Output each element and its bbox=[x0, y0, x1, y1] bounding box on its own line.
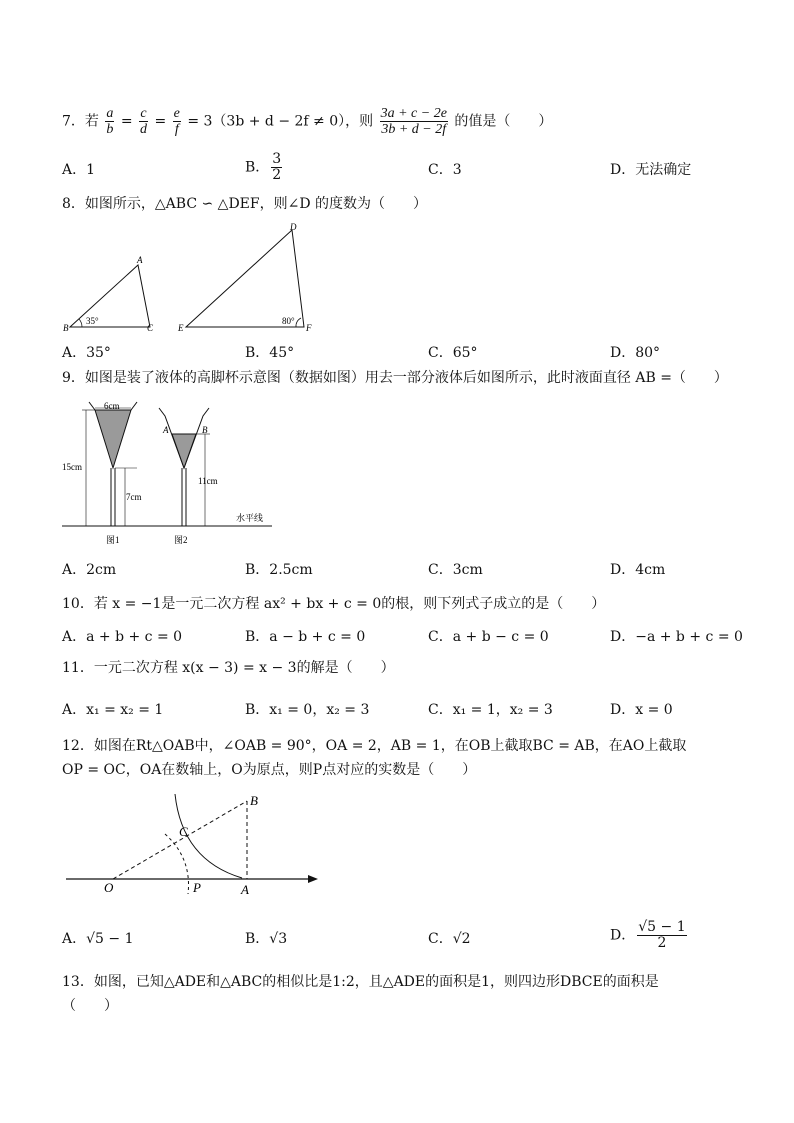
question-13-line2: （ ） bbox=[62, 998, 118, 1014]
angle-b-arc bbox=[79, 319, 82, 327]
cup1-height-label: 15cm bbox=[62, 462, 82, 472]
label-b: B bbox=[250, 793, 258, 808]
q8-option-d[interactable]: D．80° bbox=[610, 345, 661, 361]
question-13-line1: 13．如图，已知△ADE和△ABC的相似比是1:2，且△ADE的面积是1，则四边形DBCE的面积是 bbox=[62, 974, 659, 990]
label-e: E bbox=[178, 323, 184, 333]
cup2-level-label: 11cm bbox=[198, 476, 218, 486]
q10-option-a[interactable]: A．a + b + c = 0 bbox=[62, 629, 183, 645]
q7-option-a[interactable]: A．1 bbox=[62, 162, 96, 178]
q8-option-a[interactable]: A．35° bbox=[62, 345, 111, 361]
q12-option-d-frac: $\frac{√5 - 1}{2}$ bbox=[638, 919, 686, 951]
q11-option-a[interactable]: A．x₁ = x₂ = 1 bbox=[62, 702, 164, 718]
question-10: 10．若 x = −1是一元二次方程 ax² + bx + c = 0的根，则下列式子成立的是（ ） bbox=[62, 596, 606, 612]
q9-option-b[interactable]: B．2.5cm bbox=[245, 562, 313, 578]
label-b: B bbox=[63, 323, 69, 333]
question-12-line2: OP = OC，OA在数轴上，O为原点，则P点对应的实数是（ ） bbox=[62, 762, 477, 778]
q7-option-c[interactable]: C．3 bbox=[428, 162, 462, 178]
cup2-liquid bbox=[172, 434, 196, 468]
triangle-abc bbox=[70, 265, 150, 327]
label-a: A bbox=[241, 882, 249, 897]
q7-option-d[interactable]: D．无法确定 bbox=[610, 162, 692, 178]
cup1-liquid bbox=[95, 410, 131, 468]
q9-option-d[interactable]: D．4cm bbox=[610, 562, 666, 578]
q10-option-b[interactable]: B．a − b + c = 0 bbox=[245, 629, 366, 645]
q7-option-b[interactable]: B． $\frac{3}{2}$ bbox=[245, 151, 282, 183]
q8-figure bbox=[60, 222, 330, 338]
q11-option-b[interactable]: B．x₁ = 0，x₂ = 3 bbox=[245, 702, 370, 718]
angle-f-arc bbox=[296, 318, 301, 327]
ground-label: 水平线 bbox=[236, 513, 264, 523]
q8-option-b[interactable]: B．45° bbox=[245, 345, 295, 361]
q12-option-b[interactable]: B．√3 bbox=[245, 931, 288, 947]
cup2-label-a: A bbox=[163, 425, 169, 435]
fig2-label: 图2 bbox=[174, 535, 188, 545]
q7-option-b-frac: $\frac{3}{2}$ bbox=[272, 151, 282, 183]
fig1-label: 图1 bbox=[106, 535, 120, 545]
q7-frac-c-d: $\frac{c}{d}$ bbox=[140, 106, 148, 137]
label-c: C bbox=[179, 824, 188, 839]
q11-option-d[interactable]: D．x = 0 bbox=[610, 702, 673, 718]
q7-prefix: 7．若 bbox=[62, 113, 99, 130]
q12-option-c[interactable]: C．√2 bbox=[428, 931, 471, 947]
arc-cp bbox=[165, 834, 189, 894]
q7-frac-e-f: $\frac{e}{f}$ bbox=[173, 106, 180, 137]
q11-option-c[interactable]: C．x₁ = 1，x₂ = 3 bbox=[428, 702, 553, 718]
angle-f-label: 80° bbox=[282, 316, 295, 326]
question-11: 11．一元二次方程 x(x − 3) = x − 3的解是（ ） bbox=[62, 660, 395, 676]
q10-option-c[interactable]: C．a + b − c = 0 bbox=[428, 629, 549, 645]
cup2-label-b: B bbox=[202, 425, 208, 435]
label-f: F bbox=[306, 323, 312, 333]
q12-option-a[interactable]: A．√5 − 1 bbox=[62, 931, 134, 947]
label-o: O bbox=[104, 880, 114, 895]
q7-frac-a-b: $\frac{a}{b}$ bbox=[106, 106, 114, 137]
label-d: D bbox=[290, 222, 297, 232]
number-line-arrow bbox=[308, 875, 318, 883]
triangle-def bbox=[186, 230, 304, 327]
question-7: 7．若 $\frac{a}{b}$ = $\frac{c}{d}$ = $\frac{e}{f}$ = 3（3b + d − 2f ≠ 0），则 $\frac{3a + c - 2e}{3b + d - 2f}$ 的值是（ ） bbox=[62, 106, 553, 137]
q10-option-d[interactable]: D．−a + b + c = 0 bbox=[610, 629, 743, 645]
question-8: 8．如图所示，△ABC ∽ △DEF，则∠D 的度数为（ ） bbox=[62, 196, 428, 212]
q9-option-c[interactable]: C．3cm bbox=[428, 562, 483, 578]
segment-ob bbox=[113, 801, 247, 879]
q7-expression: $\frac{3a + c - 2e}{3b + d - 2f}$ bbox=[380, 106, 447, 137]
q9-figure bbox=[62, 400, 282, 550]
q9-option-a[interactable]: A．2cm bbox=[62, 562, 117, 578]
cup1-stem-label: 7cm bbox=[126, 492, 142, 502]
label-a: A bbox=[137, 255, 143, 265]
question-9: 9．如图是装了液体的高脚杯示意图（数据如图）用去一部分液体后如图所示，此时液面直径 AB =（ ） bbox=[62, 370, 728, 386]
q7-tail: 的值是（ ） bbox=[454, 113, 553, 130]
label-c: C bbox=[147, 323, 154, 333]
question-12-line1: 12．如图在Rt△OAB中，∠OAB = 90°，OA = 2，AB = 1，在OB上截取BC = AB，在AO上截取 bbox=[62, 738, 687, 754]
angle-b-label: 35° bbox=[86, 316, 99, 326]
label-p: P bbox=[193, 880, 201, 895]
cup1-top-label: 6cm bbox=[104, 401, 120, 411]
q12-figure bbox=[62, 790, 324, 900]
q7-condition: = 3（3b + d − 2f ≠ 0），则 bbox=[187, 113, 374, 130]
q8-option-c[interactable]: C．65° bbox=[428, 345, 478, 361]
q12-option-d[interactable]: D． $\frac{√5 - 1}{2}$ bbox=[610, 919, 686, 951]
